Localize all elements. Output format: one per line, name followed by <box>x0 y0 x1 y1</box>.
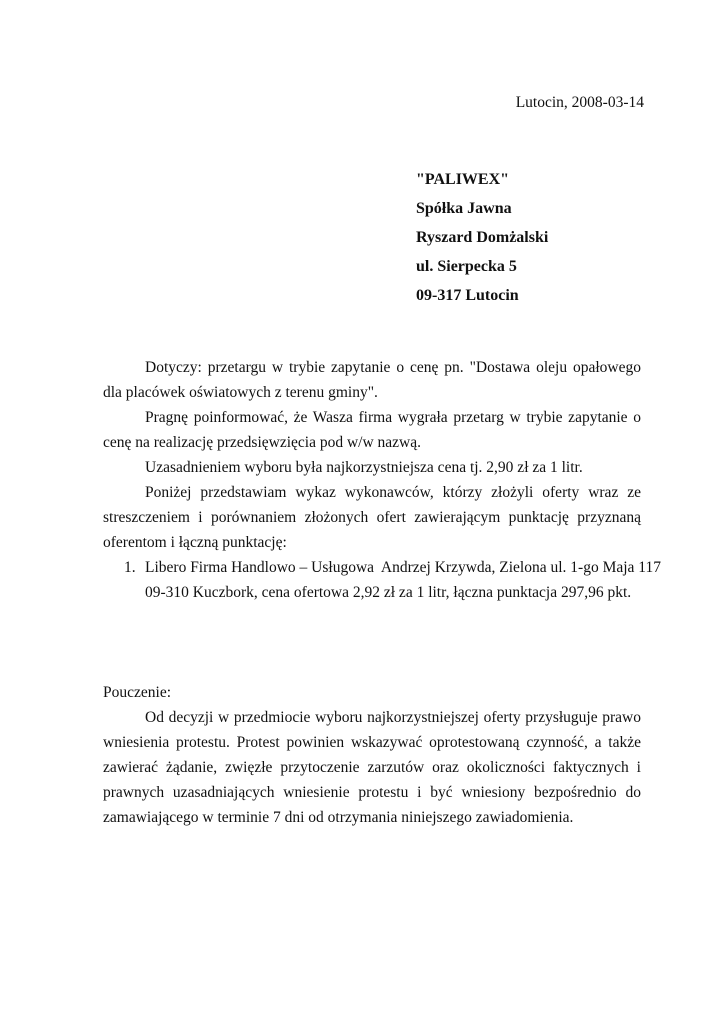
offer-contractor-line: Libero Firma Handlowo – Usługowa Andrzej Krzywda, Zielona ul. 1-go Maja 117 <box>145 559 661 576</box>
letter-body <box>103 355 641 555</box>
offer-details-line: 09-310 Kuczbork, cena ofertowa 2,92 zł za 1 litr, łączna punktacja 297,96 pkt. <box>145 584 632 601</box>
place-and-date: Lutocin, 2008-03-14 <box>515 94 644 111</box>
offers-list <box>124 555 661 605</box>
recipient-person: Ryszard Domżalski <box>416 229 549 246</box>
recipient-address-block <box>416 170 548 315</box>
notice-section <box>103 705 641 830</box>
recipient-company-name: "PALIWEX" <box>416 171 510 188</box>
list-item-number: 1. <box>124 559 136 576</box>
subject-paragraph: Dotyczy: przetargu w trybie zapytanie o cenę pn. "Dostawa oleju opałowego dla placówek oświatowych z terenu gminy". <box>103 359 641 401</box>
recipient-street: ul. Sierpecka 5 <box>416 258 517 275</box>
justification-paragraph: Uzasadnieniem wyboru była najkorzystniejsza cena tj. 2,90 zł za 1 litr. <box>145 459 583 476</box>
notice-label: Pouczenie: <box>103 684 172 701</box>
recipient-company-type: Spółka Jawna <box>416 200 512 217</box>
list-item-content <box>145 555 661 605</box>
notice-paragraph: Od decyzji w przedmiocie wyboru najkorzystniejszej oferty przysługuje prawo wniesienia protestu. Protest powinien wskazywać oprotestowaną czynność, a także zawierać żądanie, zwięzłe przytoczenie zarzutów oraz okoliczności faktycznych i prawnych uzasadniających wniesienie protestu i być wniesiony bezpośrednio do zamawiającego w terminie 7 dni od otrzymania niniejszego zawiadomienia. <box>103 709 641 826</box>
list-item <box>124 555 661 605</box>
list-intro-paragraph: Poniżej przedstawiam wykaz wykonawców, którzy złożyli oferty wraz ze streszczeniem i porównaniem złożonych ofert zawierającym punktację przyznaną oferentom i łączną punktację: <box>103 484 641 551</box>
info-paragraph: Pragnę poinformować, że Wasza firma wygrała przetarg w trybie zapytanie o cenę na realizację przedsięwzięcia pod w/w nazwą. <box>103 409 641 451</box>
recipient-postal-city: 09-317 Lutocin <box>416 287 519 304</box>
